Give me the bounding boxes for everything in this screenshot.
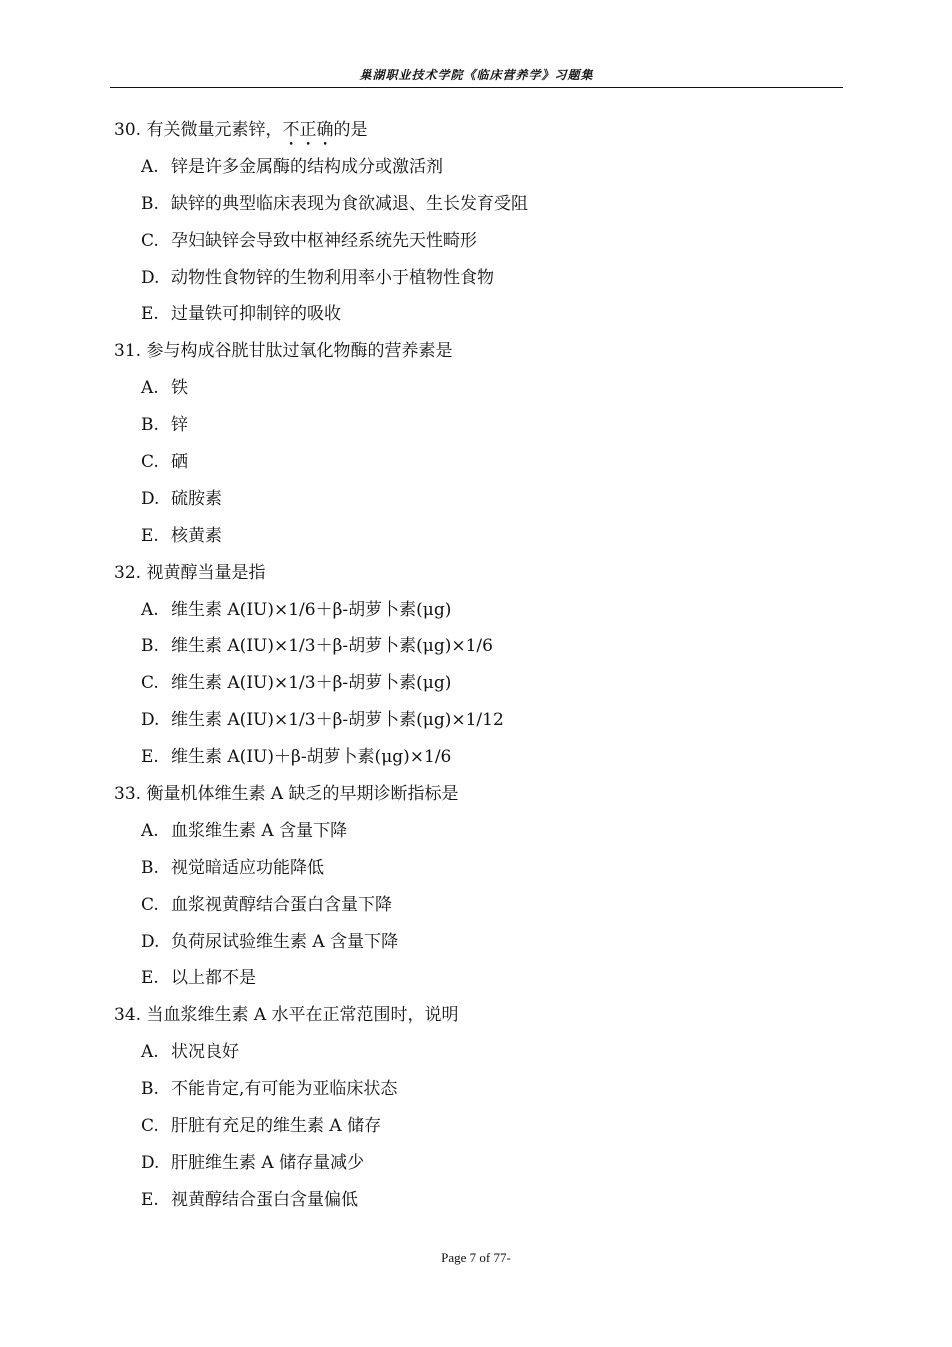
option-item: [114, 924, 834, 961]
option-label: E.: [141, 968, 159, 989]
question-stem: 32. 视黄醇当量是指: [114, 562, 266, 583]
option-text: 硫胺素: [171, 488, 222, 509]
option-item: [114, 1071, 834, 1108]
option-label: A.: [141, 1042, 159, 1063]
question-stem-tail: 的是: [333, 120, 368, 140]
option-label: B.: [141, 857, 159, 878]
option-item: [114, 149, 834, 186]
option-item: [114, 1108, 834, 1145]
option-item: [114, 592, 834, 629]
option-item: [114, 481, 834, 518]
question-list: [114, 112, 834, 1219]
option-text: 负荷尿试验维生素 A 含量下降: [171, 931, 399, 952]
option-label: C.: [141, 452, 159, 473]
option-label: D.: [141, 267, 160, 288]
option-label: D.: [141, 488, 160, 509]
option-item: [114, 813, 834, 850]
option-label: C.: [141, 230, 159, 251]
option-text: 状况良好: [171, 1042, 239, 1063]
option-text: 以上都不是: [171, 968, 256, 989]
option-item: [114, 887, 834, 924]
option-text: 过量铁可抑制锌的吸收: [171, 304, 341, 325]
option-label: D.: [141, 931, 160, 952]
option-label: E.: [141, 1189, 159, 1210]
option-text: 缺锌的典型临床表现为食欲减退、生长发育受阻: [171, 193, 528, 214]
option-item: [114, 260, 834, 297]
option-label: C.: [141, 1116, 159, 1137]
option-item: [114, 296, 834, 333]
option-text: 维生素 A(IU)＋β-胡萝卜素(μg)×1/6: [171, 747, 452, 768]
option-text: 动物性食物锌的生物利用率小于植物性食物: [171, 267, 494, 288]
page-number: Page 7 of 77-: [441, 1250, 511, 1265]
option-item: [114, 518, 834, 555]
question-stem: [114, 112, 834, 149]
option-text: 锌: [171, 415, 188, 436]
option-text: 维生素 A(IU)×1/3＋β-胡萝卜素(μg)×1/12: [171, 710, 504, 731]
option-label: B.: [141, 193, 159, 214]
option-item: [114, 850, 834, 887]
option-text: 铁: [171, 378, 188, 399]
option-text: 肝脏维生素 A 储存量减少: [171, 1152, 365, 1173]
question-stem: 31. 参与构成谷胱甘肽过氧化物酶的营养素是: [114, 341, 453, 362]
emphasized-text: 不正确: [282, 120, 334, 140]
option-label: E.: [141, 304, 159, 325]
option-item: [114, 628, 834, 665]
option-label: D.: [141, 710, 160, 731]
option-label: C.: [141, 673, 159, 694]
option-item: [114, 739, 834, 776]
option-label: B.: [141, 415, 159, 436]
option-label: A.: [141, 156, 159, 177]
option-label: A.: [141, 820, 159, 841]
option-text: 肝脏有充足的维生素 A 储存: [171, 1116, 382, 1137]
option-item: [114, 665, 834, 702]
option-text: 视觉暗适应功能降低: [171, 857, 324, 878]
option-item: [114, 960, 834, 997]
option-text: 维生素 A(IU)×1/3＋β-胡萝卜素(μg)×1/6: [171, 636, 493, 657]
option-item: [114, 407, 834, 444]
option-label: A.: [141, 599, 159, 620]
option-label: E.: [141, 747, 159, 768]
option-text: 维生素 A(IU)×1/3＋β-胡萝卜素(μg): [171, 673, 452, 694]
option-text: 血浆视黄醇结合蛋白含量下降: [171, 894, 392, 915]
option-text: 不能肯定,有可能为亚临床状态: [171, 1079, 398, 1100]
option-item: [114, 186, 834, 223]
option-label: B.: [141, 636, 159, 657]
option-item: [114, 223, 834, 260]
option-label: A.: [141, 378, 159, 399]
option-item: [114, 1182, 834, 1219]
option-label: D.: [141, 1152, 160, 1173]
option-text: 孕妇缺锌会导致中枢神经系统先天性畸形: [171, 230, 477, 251]
option-item: [114, 702, 834, 739]
option-text: 维生素 A(IU)×1/6＋β-胡萝卜素(μg): [171, 599, 452, 620]
option-label: B.: [141, 1079, 159, 1100]
option-text: 核黄素: [171, 525, 222, 546]
option-text: 锌是许多金属酶的结构成分或激活剂: [171, 156, 443, 177]
option-label: E.: [141, 525, 159, 546]
option-text: 血浆维生素 A 含量下降: [171, 820, 348, 841]
question-stem-text: 30. 有关微量元素锌，: [114, 120, 283, 140]
option-text: 视黄醇结合蛋白含量偏低: [171, 1189, 358, 1210]
option-item: [114, 444, 834, 481]
header-divider: [110, 87, 843, 88]
option-label: C.: [141, 894, 159, 915]
page-header: 巢湖职业技术学院《临床营养学》习题集: [359, 68, 594, 82]
option-item: [114, 1145, 834, 1182]
option-item: [114, 1034, 834, 1071]
option-item: [114, 370, 834, 407]
question-stem: 34. 当血浆维生素 A 水平在正常范围时，说明: [114, 1005, 459, 1026]
question-stem: 33. 衡量机体维生素 A 缺乏的早期诊断指标是: [114, 784, 459, 805]
option-text: 硒: [171, 452, 188, 473]
